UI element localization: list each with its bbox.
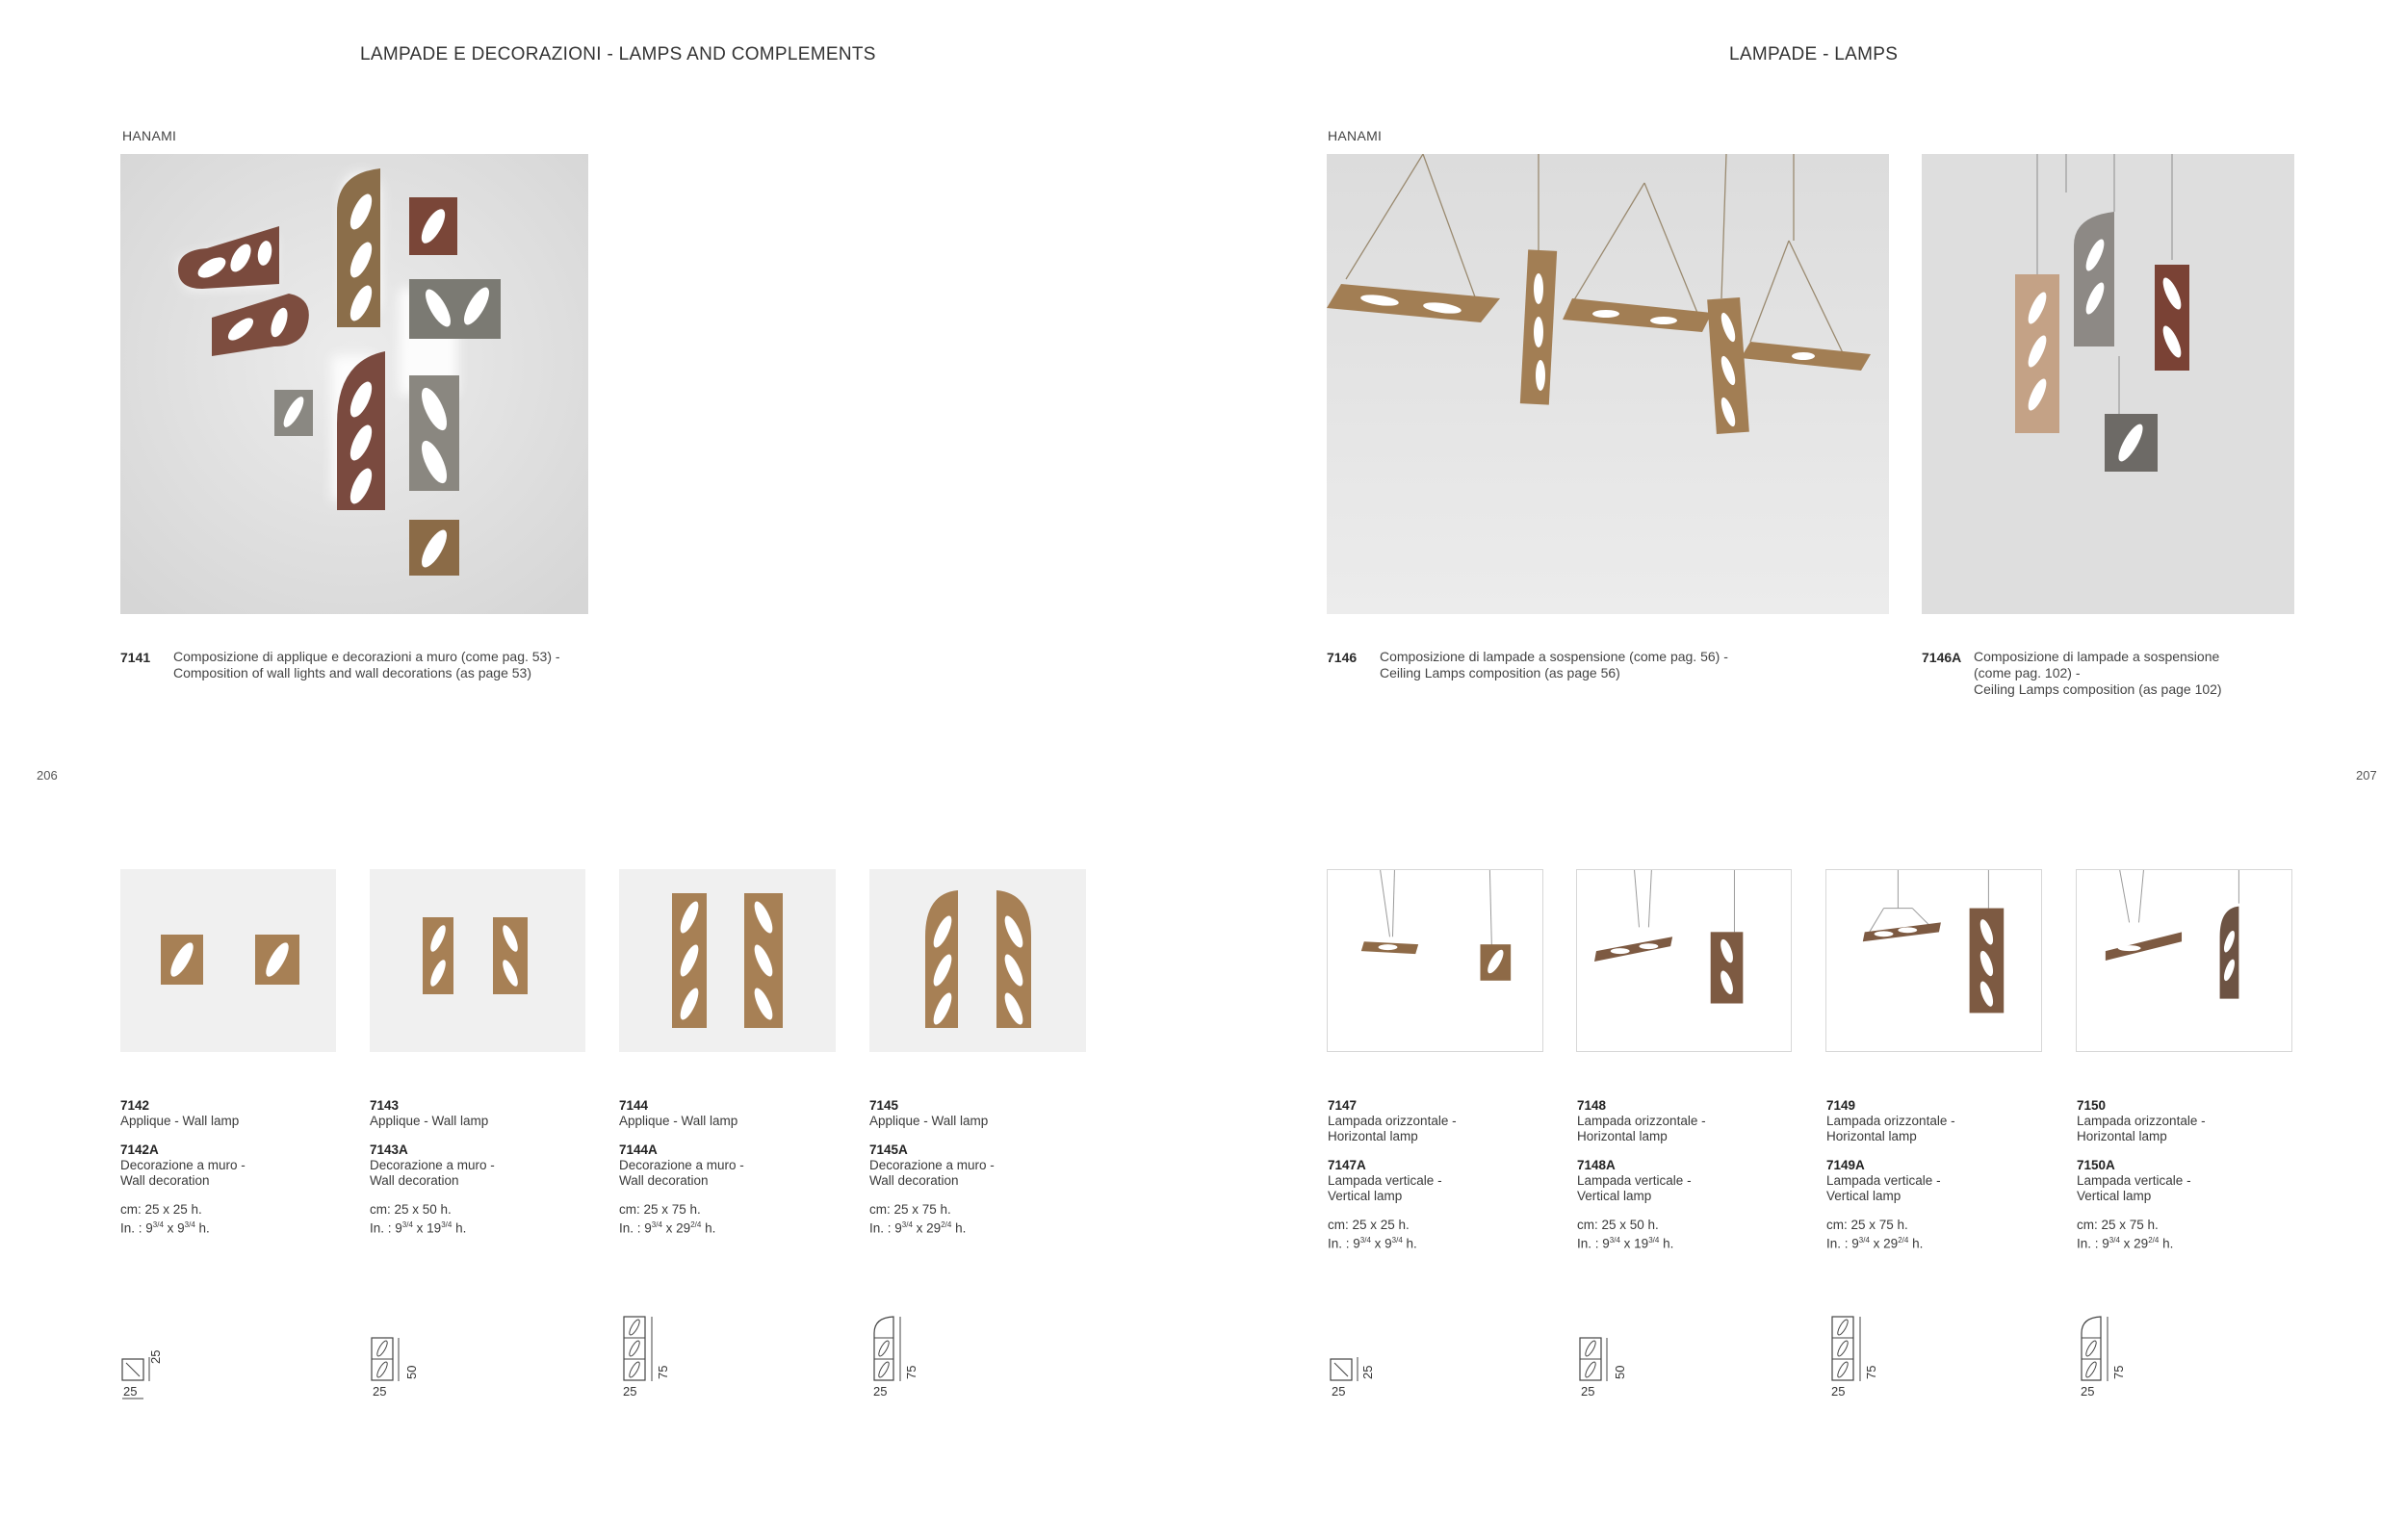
product-code: 7148	[1577, 1098, 1607, 1113]
dimensions-cm: cm: 25 x 75 h.	[619, 1202, 701, 1217]
product-desc: Lampada orizzontale -	[1826, 1114, 1955, 1128]
product-code-a: 7147A	[1328, 1158, 1366, 1172]
product-code: 7142	[120, 1098, 150, 1113]
product-desc: Lampada orizzontale -	[1328, 1114, 1457, 1128]
dimensions-in: In. : $9^{3/4}$ x $19^{3/4}$ h.	[370, 1220, 467, 1236]
product-desc-a: Wall decoration	[869, 1173, 959, 1188]
dimension-diagram-7142	[120, 1314, 197, 1399]
left-page-header: LAMPADE E DECORAZIONI - LAMPS AND COMPLEMENTS	[360, 44, 876, 64]
feature-code-7146: 7146	[1327, 650, 1358, 665]
product-code-a: 7149A	[1826, 1158, 1865, 1172]
dimension-diagram-7148	[1578, 1314, 1655, 1399]
dimensions-cm: cm: 25 x 75 h.	[2077, 1218, 2159, 1232]
product-code: 7144	[619, 1098, 649, 1113]
height-label: 75	[656, 1365, 670, 1379]
dimension-diagram-7150	[2077, 1314, 2154, 1399]
caption-line: Ceiling Lamps composition (as page 56)	[1380, 665, 1620, 680]
height-label: 25	[148, 1349, 163, 1364]
dimension-diagram-7143	[370, 1314, 447, 1399]
feature-code-7146a: 7146A	[1922, 650, 1962, 665]
product-desc-a: Vertical lamp	[2077, 1189, 2152, 1203]
caption-line: Composizione di lampade a sospensione	[1974, 649, 2220, 664]
product-desc-a: Lampada verticale -	[2077, 1173, 2191, 1188]
product-desc-a: Lampada verticale -	[1826, 1173, 1941, 1188]
product-desc-a: Wall decoration	[370, 1173, 459, 1188]
product-desc-a: Decorazione a muro -	[370, 1158, 495, 1172]
dimensions-in: In. : $9^{3/4}$ x $29^{2/4}$ h.	[2077, 1236, 2174, 1251]
product-thumb-7142	[120, 869, 336, 1052]
dimensions-in: In. : $9^{3/4}$ x $9^{3/4}$ h.	[120, 1220, 210, 1236]
dimensions-cm: cm: 25 x 25 h.	[1328, 1218, 1410, 1232]
spec-block-7149	[1826, 1098, 2057, 1252]
product-desc: Horizontal lamp	[1826, 1129, 1917, 1143]
product-code: 7149	[1826, 1098, 1856, 1113]
spec-block-7145	[869, 1098, 1100, 1237]
product-code: 7147	[1328, 1098, 1358, 1113]
dimensions-in: In. : $9^{3/4}$ x $29^{2/4}$ h.	[869, 1220, 967, 1236]
product-desc: Applique - Wall lamp	[619, 1114, 738, 1128]
width-label: 25	[123, 1384, 138, 1399]
product-code-a: 7150A	[2077, 1158, 2115, 1172]
product-code: 7143	[370, 1098, 400, 1113]
product-thumb-7145	[869, 869, 1086, 1052]
dimensions-in: In. : $9^{3/4}$ x $29^{2/4}$ h.	[619, 1220, 716, 1236]
page-number-right: 207	[2356, 768, 2377, 783]
right-page-header: LAMPADE - LAMPS	[1729, 44, 1899, 64]
caption-line: Ceiling Lamps composition (as page 102)	[1974, 681, 2222, 697]
dimension-diagram-7145	[869, 1314, 946, 1399]
product-desc-a: Vertical lamp	[1577, 1189, 1652, 1203]
product-desc-a: Decorazione a muro -	[619, 1158, 744, 1172]
product-desc: Horizontal lamp	[1328, 1129, 1418, 1143]
product-code-a: 7142A	[120, 1142, 159, 1157]
product-desc: Lampada orizzontale -	[2077, 1114, 2206, 1128]
width-label: 25	[2081, 1384, 2095, 1399]
dimension-diagram-7147	[1329, 1314, 1406, 1399]
spec-block-7142	[120, 1098, 351, 1237]
feature-code-7141: 7141	[120, 650, 151, 665]
height-label: 75	[1864, 1365, 1878, 1379]
dimensions-cm: cm: 25 x 50 h.	[370, 1202, 452, 1217]
width-label: 25	[1831, 1384, 1846, 1399]
ceiling-composition-photo-b	[1922, 154, 2294, 614]
product-code-a: 7145A	[869, 1142, 908, 1157]
product-code: 7145	[869, 1098, 899, 1113]
left-series-label: HANAMI	[122, 128, 177, 143]
height-label: 75	[2111, 1365, 2126, 1379]
ceiling-composition-photo	[1327, 154, 1889, 614]
dimensions-cm: cm: 25 x 75 h.	[1826, 1218, 1908, 1232]
product-code-a: 7144A	[619, 1142, 658, 1157]
width-label: 25	[1581, 1384, 1595, 1399]
product-thumb-7144	[619, 869, 836, 1052]
product-thumb-7148	[1576, 869, 1792, 1052]
dimensions-in: In. : $9^{3/4}$ x $9^{3/4}$ h.	[1328, 1236, 1417, 1251]
product-desc-a: Decorazione a muro -	[120, 1158, 246, 1172]
product-thumb-7150	[2076, 869, 2292, 1052]
wall-composition-photo	[120, 154, 588, 614]
product-thumb-7147	[1327, 869, 1543, 1052]
feature-caption-7146a	[1974, 649, 2282, 698]
width-label: 25	[373, 1384, 387, 1399]
product-desc-a: Wall decoration	[619, 1173, 709, 1188]
caption-line: Composizione di lampade a sospensione (come pag. 56) -	[1380, 649, 1728, 664]
spec-block-7144	[619, 1098, 850, 1237]
dimensions-cm: cm: 25 x 75 h.	[869, 1202, 951, 1217]
product-thumb-7143	[370, 869, 585, 1052]
height-label: 25	[1360, 1365, 1375, 1379]
product-code-a: 7148A	[1577, 1158, 1616, 1172]
caption-line: Composition of wall lights and wall decorations (as page 53)	[173, 665, 531, 680]
product-desc: Applique - Wall lamp	[370, 1114, 489, 1128]
spec-block-7150	[2077, 1098, 2308, 1252]
product-desc: Applique - Wall lamp	[869, 1114, 989, 1128]
product-desc: Applique - Wall lamp	[120, 1114, 240, 1128]
product-code: 7150	[2077, 1098, 2107, 1113]
product-desc: Horizontal lamp	[2077, 1129, 2167, 1143]
dimensions-cm: cm: 25 x 50 h.	[1577, 1218, 1659, 1232]
caption-line: (come pag. 102) -	[1974, 665, 2081, 680]
caption-line: Composizione di applique e decorazioni a muro (come pag. 53) -	[173, 649, 560, 664]
height-label: 50	[1613, 1365, 1627, 1379]
feature-caption-7141	[173, 649, 674, 681]
product-code-a: 7143A	[370, 1142, 408, 1157]
page-number-left: 206	[37, 768, 58, 783]
dimensions-cm: cm: 25 x 25 h.	[120, 1202, 202, 1217]
right-series-label: HANAMI	[1328, 128, 1383, 143]
spec-block-7147	[1328, 1098, 1559, 1252]
width-label: 25	[873, 1384, 888, 1399]
product-desc: Horizontal lamp	[1577, 1129, 1668, 1143]
height-label: 75	[904, 1365, 918, 1379]
product-desc-a: Lampada verticale -	[1577, 1173, 1692, 1188]
width-label: 25	[623, 1384, 637, 1399]
height-label: 50	[404, 1365, 419, 1379]
product-desc-a: Lampada verticale -	[1328, 1173, 1442, 1188]
dimensions-in: In. : $9^{3/4}$ x $19^{3/4}$ h.	[1577, 1236, 1674, 1251]
dimension-diagram-7144	[619, 1314, 696, 1399]
product-thumb-7149	[1825, 869, 2042, 1052]
feature-caption-7146	[1380, 649, 1861, 681]
product-desc-a: Wall decoration	[120, 1173, 210, 1188]
product-desc-a: Vertical lamp	[1328, 1189, 1403, 1203]
product-desc-a: Vertical lamp	[1826, 1189, 1902, 1203]
dimension-diagram-7149	[1827, 1314, 1904, 1399]
spec-block-7143	[370, 1098, 601, 1237]
spec-block-7148	[1577, 1098, 1808, 1252]
product-desc: Lampada orizzontale -	[1577, 1114, 1706, 1128]
width-label: 25	[1332, 1384, 1346, 1399]
product-desc-a: Decorazione a muro -	[869, 1158, 995, 1172]
dimensions-in: In. : $9^{3/4}$ x $29^{2/4}$ h.	[1826, 1236, 1924, 1251]
